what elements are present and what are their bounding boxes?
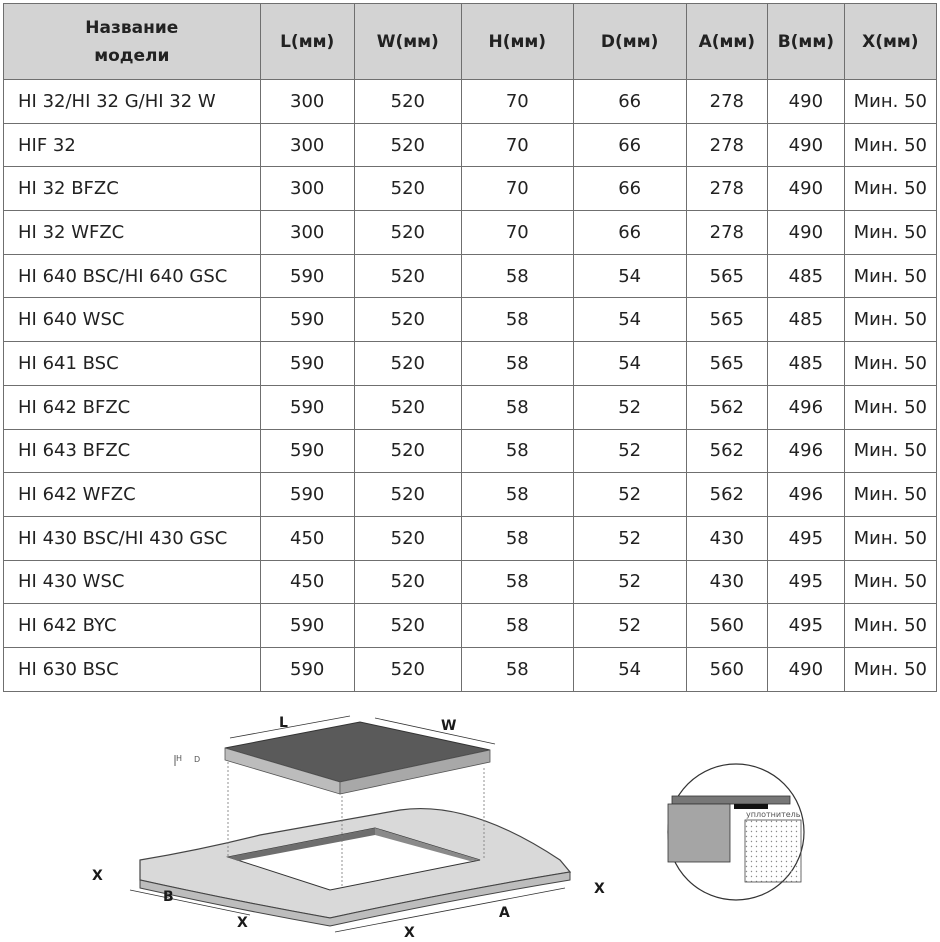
cell-x: Мин. 50	[844, 385, 936, 429]
model-name-cell: HI 643 BFZC	[4, 429, 261, 473]
cell-a: 565	[686, 298, 767, 342]
cell-h: 70	[461, 211, 573, 255]
table-row	[4, 342, 937, 386]
cell-w: 520	[354, 298, 461, 342]
table-row	[4, 429, 937, 473]
cell-b: 485	[768, 254, 845, 298]
cell-x: Мин. 50	[844, 298, 936, 342]
cell-l: 300	[260, 167, 354, 211]
cell-x: Мин. 50	[844, 123, 936, 167]
cell-w: 520	[354, 604, 461, 648]
cell-h: 58	[461, 647, 573, 691]
model-name-cell: HI 430 WSC	[4, 560, 261, 604]
header-x: X(мм)	[844, 4, 936, 80]
table-row	[4, 254, 937, 298]
cell-w: 520	[354, 385, 461, 429]
label-x-bottom: X	[404, 925, 415, 941]
cell-l: 300	[260, 80, 354, 124]
cell-b: 496	[768, 429, 845, 473]
cell-a: 565	[686, 342, 767, 386]
cell-w: 520	[354, 123, 461, 167]
cell-d: 52	[573, 429, 686, 473]
model-name-cell: HI 640 BSC/HI 640 GSC	[4, 254, 261, 298]
cell-x: Мин. 50	[844, 560, 936, 604]
cell-h: 58	[461, 516, 573, 560]
installation-diagram	[0, 700, 940, 942]
cell-a: 560	[686, 604, 767, 648]
cell-d: 54	[573, 342, 686, 386]
cell-a: 565	[686, 254, 767, 298]
header-b: B(мм)	[768, 4, 845, 80]
cell-b: 490	[768, 80, 845, 124]
header-model-name	[4, 4, 261, 80]
label-x-right: X	[594, 881, 605, 897]
cell-a: 278	[686, 167, 767, 211]
label-b: B	[163, 889, 174, 905]
cell-l: 300	[260, 123, 354, 167]
cell-h: 58	[461, 342, 573, 386]
cell-a: 562	[686, 473, 767, 517]
label-a: A	[499, 905, 510, 921]
cell-h: 70	[461, 123, 573, 167]
cell-l: 590	[260, 385, 354, 429]
header-h: H(мм)	[461, 4, 573, 80]
header-name-line1: Название	[85, 17, 179, 38]
cell-d: 52	[573, 516, 686, 560]
header-d: D(мм)	[573, 4, 686, 80]
dimensions-table	[3, 3, 937, 692]
model-name-cell: HI 630 BSC	[4, 647, 261, 691]
table-row	[4, 123, 937, 167]
seal-label: уплотнитель	[746, 810, 801, 819]
cell-b: 495	[768, 560, 845, 604]
label-d: D	[194, 755, 201, 764]
cell-x: Мин. 50	[844, 604, 936, 648]
cell-a: 430	[686, 560, 767, 604]
label-l: L	[279, 715, 288, 731]
cell-l: 590	[260, 254, 354, 298]
cell-b: 496	[768, 473, 845, 517]
cell-d: 66	[573, 123, 686, 167]
cell-l: 590	[260, 473, 354, 517]
cell-d: 54	[573, 298, 686, 342]
cell-d: 52	[573, 560, 686, 604]
label-h: H	[176, 754, 183, 763]
cell-d: 52	[573, 385, 686, 429]
cell-l: 590	[260, 647, 354, 691]
header-l: L(мм)	[260, 4, 354, 80]
model-name-cell: HI 32 BFZC	[4, 167, 261, 211]
cell-l: 450	[260, 516, 354, 560]
cell-a: 562	[686, 385, 767, 429]
cell-x: Мин. 50	[844, 473, 936, 517]
cell-b: 490	[768, 123, 845, 167]
table-header-row	[4, 4, 937, 80]
cell-x: Мин. 50	[844, 80, 936, 124]
cell-d: 52	[573, 473, 686, 517]
table-row	[4, 167, 937, 211]
table-row	[4, 385, 937, 429]
table-row	[4, 516, 937, 560]
cell-w: 520	[354, 167, 461, 211]
cell-l: 590	[260, 298, 354, 342]
cell-b: 490	[768, 167, 845, 211]
cell-a: 430	[686, 516, 767, 560]
label-x-left: X	[92, 868, 103, 884]
cell-x: Мин. 50	[844, 342, 936, 386]
seal-detail	[668, 764, 804, 900]
cell-w: 520	[354, 516, 461, 560]
table-row	[4, 647, 937, 691]
cell-l: 590	[260, 342, 354, 386]
cell-a: 562	[686, 429, 767, 473]
installation-figure	[0, 700, 940, 942]
cell-x: Мин. 50	[844, 167, 936, 211]
model-name-cell: HIF 32	[4, 123, 261, 167]
cell-x: Мин. 50	[844, 647, 936, 691]
cell-h: 58	[461, 298, 573, 342]
table-row	[4, 560, 937, 604]
cell-d: 54	[573, 647, 686, 691]
header-a: A(мм)	[686, 4, 767, 80]
cell-x: Мин. 50	[844, 516, 936, 560]
cell-h: 58	[461, 254, 573, 298]
cell-a: 560	[686, 647, 767, 691]
table-row	[4, 604, 937, 648]
label-w: W	[441, 718, 457, 734]
cell-w: 520	[354, 473, 461, 517]
cell-w: 520	[354, 429, 461, 473]
model-name-cell: HI 642 WFZC	[4, 473, 261, 517]
cell-b: 485	[768, 298, 845, 342]
cell-w: 520	[354, 254, 461, 298]
cell-d: 54	[573, 254, 686, 298]
cell-b: 485	[768, 342, 845, 386]
cell-x: Мин. 50	[844, 429, 936, 473]
model-name-cell: HI 641 BSC	[4, 342, 261, 386]
cell-h: 58	[461, 560, 573, 604]
cell-a: 278	[686, 123, 767, 167]
cell-h: 58	[461, 604, 573, 648]
cell-h: 58	[461, 429, 573, 473]
cell-d: 52	[573, 604, 686, 648]
cell-h: 70	[461, 167, 573, 211]
cell-h: 58	[461, 385, 573, 429]
cell-b: 490	[768, 211, 845, 255]
cell-b: 496	[768, 385, 845, 429]
cell-w: 520	[354, 647, 461, 691]
table-row	[4, 80, 937, 124]
cell-d: 66	[573, 167, 686, 211]
cell-l: 590	[260, 604, 354, 648]
cell-d: 66	[573, 80, 686, 124]
cell-a: 278	[686, 211, 767, 255]
cell-b: 495	[768, 516, 845, 560]
cell-w: 520	[354, 211, 461, 255]
cell-x: Мин. 50	[844, 254, 936, 298]
model-name-cell: HI 640 WSC	[4, 298, 261, 342]
cell-d: 66	[573, 211, 686, 255]
table-row	[4, 211, 937, 255]
cell-h: 58	[461, 473, 573, 517]
cell-b: 490	[768, 647, 845, 691]
model-name-cell: HI 32/HI 32 G/HI 32 W	[4, 80, 261, 124]
model-name-cell: HI 642 BFZC	[4, 385, 261, 429]
cell-l: 450	[260, 560, 354, 604]
model-name-cell: HI 32 WFZC	[4, 211, 261, 255]
cell-w: 520	[354, 80, 461, 124]
cell-l: 300	[260, 211, 354, 255]
model-name-cell: HI 430 BSC/HI 430 GSC	[4, 516, 261, 560]
cell-a: 278	[686, 80, 767, 124]
cell-b: 495	[768, 604, 845, 648]
cell-h: 70	[461, 80, 573, 124]
cell-w: 520	[354, 560, 461, 604]
table-row	[4, 473, 937, 517]
cell-w: 520	[354, 342, 461, 386]
model-name-cell: HI 642 BYC	[4, 604, 261, 648]
cell-x: Мин. 50	[844, 211, 936, 255]
table-row	[4, 298, 937, 342]
label-x-front: X	[237, 915, 248, 931]
cell-l: 590	[260, 429, 354, 473]
header-w: W(мм)	[354, 4, 461, 80]
header-name-line2: модели	[94, 45, 170, 66]
